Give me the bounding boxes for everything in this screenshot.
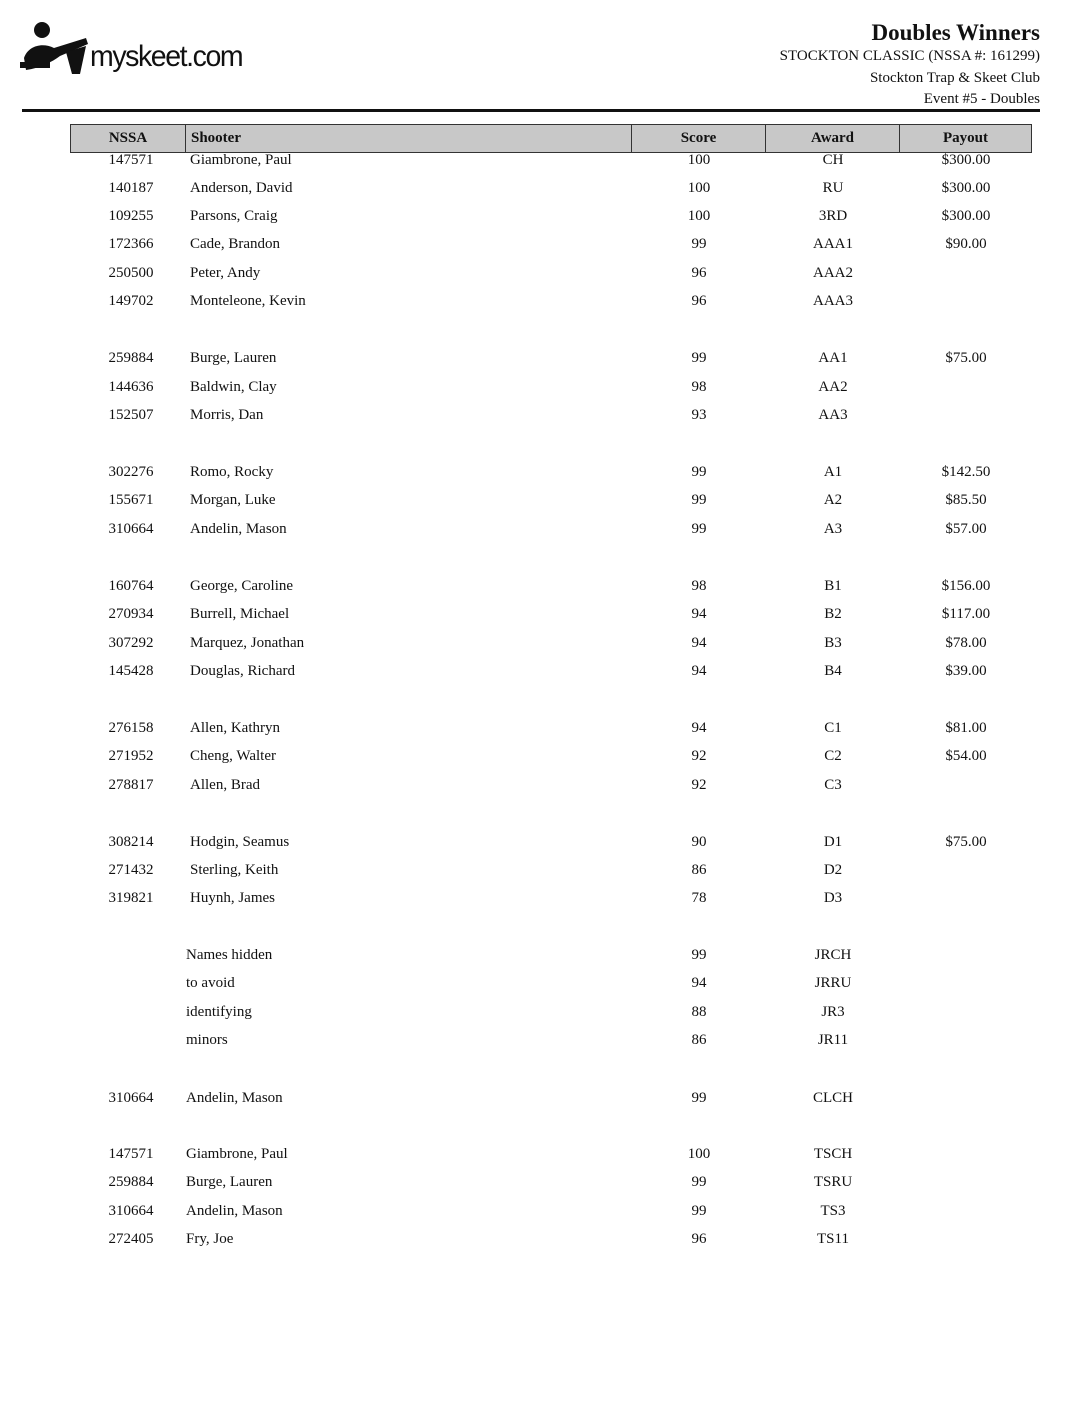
table-row (0, 492, 1088, 514)
nssa-cell: 145428 (108, 663, 154, 679)
shooter-cell: Burge, Lauren (190, 350, 277, 366)
shooter-cell: Baldwin, Clay (190, 379, 277, 395)
award-cell: B2 (824, 606, 842, 622)
table-row (0, 1146, 1088, 1168)
award-cell: C3 (824, 777, 842, 793)
page-title: Doubles Winners (871, 20, 1040, 45)
nssa-cell: 259884 (108, 350, 154, 366)
award-cell: CLCH (812, 1090, 853, 1106)
column-header-shooter: Shooter (186, 125, 632, 152)
shooter-cell: Morgan, Luke (190, 492, 276, 508)
score-cell: 96 (691, 293, 707, 309)
shooter-cell: to avoid (186, 975, 235, 991)
award-cell: TSCH (813, 1146, 853, 1162)
award-cell: TS3 (820, 1203, 846, 1219)
score-cell: 100 (687, 152, 711, 168)
award-cell: AAA1 (813, 236, 853, 252)
shooter-cell: Allen, Brad (190, 777, 260, 793)
column-header-award: Award (766, 125, 900, 152)
award-cell: TS11 (817, 1231, 849, 1247)
shooter-cell: Burge, Lauren (186, 1174, 273, 1190)
score-cell: 96 (691, 265, 707, 281)
payout-cell: $39.00 (945, 663, 987, 679)
shooter-cell: Parsons, Craig (190, 208, 278, 224)
payout-cell: $81.00 (945, 720, 987, 736)
payout-cell: $75.00 (945, 834, 987, 850)
event-name: STOCKTON CLASSIC (NSSA #: 161299) (779, 48, 1040, 64)
shooter-cell: Hodgin, Seamus (190, 834, 290, 850)
payout-cell: $300.00 (941, 208, 991, 224)
column-header-nssa: NSSA (71, 125, 186, 152)
club-name: Stockton Trap & Skeet Club (869, 70, 1040, 86)
table-row (0, 379, 1088, 401)
table-row (0, 834, 1088, 856)
column-header-payout: Payout (943, 130, 988, 146)
score-cell: 88 (691, 1004, 707, 1020)
nssa-cell: 109255 (108, 208, 154, 224)
shooter-cell: Cheng, Walter (190, 748, 276, 764)
award-cell: RU (822, 180, 844, 196)
nssa-cell: 160764 (108, 578, 154, 594)
shooter-cell: minors (186, 1032, 228, 1048)
award-cell: AAA2 (813, 265, 853, 281)
table-row (0, 777, 1088, 799)
nssa-cell: 310664 (108, 521, 154, 537)
award-cell: B1 (824, 578, 842, 594)
score-cell: 90 (691, 834, 707, 850)
award-cell: D1 (823, 834, 843, 850)
table-row (0, 208, 1088, 230)
nssa-cell: 307292 (108, 635, 154, 651)
score-cell: 92 (691, 777, 707, 793)
score-cell: 98 (691, 379, 707, 395)
score-cell: 93 (691, 407, 707, 423)
award-cell: JRRU (814, 975, 852, 991)
table-row (0, 1203, 1088, 1225)
nssa-cell: 310664 (108, 1090, 154, 1106)
table-row (0, 1174, 1088, 1196)
shooter-cell: Huynh, James (190, 890, 275, 906)
score-cell: 96 (691, 1231, 707, 1247)
table-row (0, 464, 1088, 486)
shooter-cell: Allen, Kathryn (190, 720, 280, 736)
logo-text: myskeet.com (90, 40, 243, 73)
shooter-cell: George, Caroline (190, 578, 294, 594)
shooter-cell: Giambrone, Paul (186, 1146, 288, 1162)
shooter-cell: identifying (186, 1004, 252, 1020)
nssa-cell: 250500 (108, 265, 154, 281)
table-row (0, 152, 1088, 174)
score-cell: 99 (691, 1174, 707, 1190)
award-cell: JR3 (821, 1004, 845, 1020)
table-row (0, 521, 1088, 543)
nssa-cell: 144636 (108, 379, 154, 395)
nssa-cell: 140187 (108, 180, 154, 196)
award-cell: AA3 (818, 407, 848, 423)
award-cell: C2 (824, 748, 842, 764)
award-cell: CH (822, 152, 844, 168)
nssa-cell: 310664 (108, 1203, 154, 1219)
nssa-cell: 272405 (108, 1231, 154, 1247)
payout-cell: $57.00 (945, 521, 987, 537)
award-cell: JR11 (817, 1032, 849, 1048)
score-cell: 99 (691, 236, 707, 252)
table-row (0, 748, 1088, 770)
table-row (0, 1231, 1088, 1253)
event-number: Event #5 - Doubles (923, 91, 1040, 107)
table-row (0, 663, 1088, 685)
score-cell: 86 (691, 1032, 707, 1048)
score-cell: 92 (691, 748, 707, 764)
score-cell: 86 (691, 862, 707, 878)
award-cell: A2 (823, 492, 843, 508)
nssa-cell: 155671 (108, 492, 154, 508)
shooter-cell: Marquez, Jonathan (190, 635, 305, 651)
table-row (0, 293, 1088, 315)
table-row (0, 720, 1088, 742)
nssa-cell: 149702 (108, 293, 154, 309)
score-cell: 99 (691, 521, 707, 537)
score-cell: 99 (691, 1203, 707, 1219)
nssa-cell: 278817 (108, 777, 154, 793)
column-header-score: Score (632, 125, 766, 152)
score-cell: 99 (691, 947, 707, 963)
score-cell: 78 (691, 890, 707, 906)
shooter-cell: Names hidden (186, 947, 273, 963)
payout-cell: $85.50 (945, 492, 987, 508)
award-cell: AA2 (818, 379, 848, 395)
nssa-cell: 276158 (108, 720, 154, 736)
shooter-cell: Andelin, Mason (186, 1203, 283, 1219)
shooter-cell: Andelin, Mason (186, 1090, 283, 1106)
nssa-cell: 308214 (108, 834, 154, 850)
payout-cell: $300.00 (941, 152, 991, 168)
nssa-cell: 152507 (108, 407, 154, 423)
score-cell: 99 (691, 464, 707, 480)
shooter-silhouette-icon (20, 18, 90, 78)
award-cell: AAA3 (813, 293, 853, 309)
score-cell: 98 (691, 578, 707, 594)
nssa-cell: 302276 (108, 464, 154, 480)
award-cell: 3RD (818, 208, 848, 224)
score-cell: 99 (691, 492, 707, 508)
nssa-cell: 271432 (108, 862, 154, 878)
table-row (0, 1032, 1088, 1054)
table-row (0, 180, 1088, 202)
shooter-cell: Morris, Dan (190, 407, 264, 423)
award-cell: A3 (823, 521, 843, 537)
award-cell: C1 (824, 720, 842, 736)
score-cell: 94 (691, 663, 707, 679)
nssa-cell: 259884 (108, 1174, 154, 1190)
shooter-cell: Peter, Andy (190, 265, 261, 281)
award-cell: TSRU (813, 1174, 853, 1190)
score-cell: 99 (691, 1090, 707, 1106)
shooter-cell: Burrell, Michael (190, 606, 290, 622)
award-cell: B4 (824, 663, 842, 679)
payout-cell: $78.00 (945, 635, 987, 651)
payout-cell: $117.00 (941, 606, 991, 622)
award-cell: B3 (824, 635, 842, 651)
payout-cell: $75.00 (945, 350, 987, 366)
score-cell: 94 (691, 975, 707, 991)
award-cell: JRCH (814, 947, 852, 963)
shooter-cell: Giambrone, Paul (190, 152, 292, 168)
table-row (0, 975, 1088, 997)
table-row (0, 265, 1088, 287)
score-cell: 94 (691, 720, 707, 736)
shooter-cell: Fry, Joe (186, 1231, 234, 1247)
shooter-cell: Cade, Brandon (190, 236, 280, 252)
myskeet-logo (20, 18, 260, 80)
award-cell: AA1 (818, 350, 848, 366)
table-header (70, 124, 1032, 153)
table-row (0, 578, 1088, 600)
table-row (0, 407, 1088, 429)
payout-cell: $156.00 (941, 578, 991, 594)
table-row (0, 350, 1088, 372)
score-cell: 100 (687, 208, 711, 224)
table-row (0, 890, 1088, 912)
shooter-cell: Sterling, Keith (190, 862, 279, 878)
shooter-cell: Anderson, David (190, 180, 293, 196)
score-cell: 99 (691, 350, 707, 366)
shooter-cell: Romo, Rocky (190, 464, 274, 480)
table-row (0, 606, 1088, 628)
nssa-cell: 172366 (108, 236, 154, 252)
payout-cell: $142.50 (941, 464, 991, 480)
shooter-cell: Monteleone, Kevin (190, 293, 306, 309)
award-cell: D3 (823, 890, 843, 906)
table-row (0, 1090, 1088, 1112)
award-cell: A1 (823, 464, 843, 480)
table-row (0, 236, 1088, 258)
nssa-cell: 147571 (108, 1146, 154, 1162)
table-row (0, 1004, 1088, 1026)
payout-cell: $90.00 (945, 236, 987, 252)
nssa-cell: 319821 (108, 890, 154, 906)
score-cell: 100 (687, 1146, 711, 1162)
shooter-cell: Andelin, Mason (190, 521, 287, 537)
award-cell: D2 (823, 862, 843, 878)
table-row (0, 635, 1088, 657)
score-cell: 94 (691, 606, 707, 622)
shooter-cell: Douglas, Richard (190, 663, 295, 679)
payout-cell: $54.00 (945, 748, 987, 764)
table-row (0, 947, 1088, 969)
nssa-cell: 147571 (108, 152, 154, 168)
table-row (0, 862, 1088, 884)
score-cell: 100 (687, 180, 711, 196)
header-divider (22, 109, 1040, 112)
payout-cell: $300.00 (941, 180, 991, 196)
nssa-cell: 270934 (108, 606, 154, 622)
nssa-cell: 271952 (108, 748, 154, 764)
score-cell: 94 (691, 635, 707, 651)
